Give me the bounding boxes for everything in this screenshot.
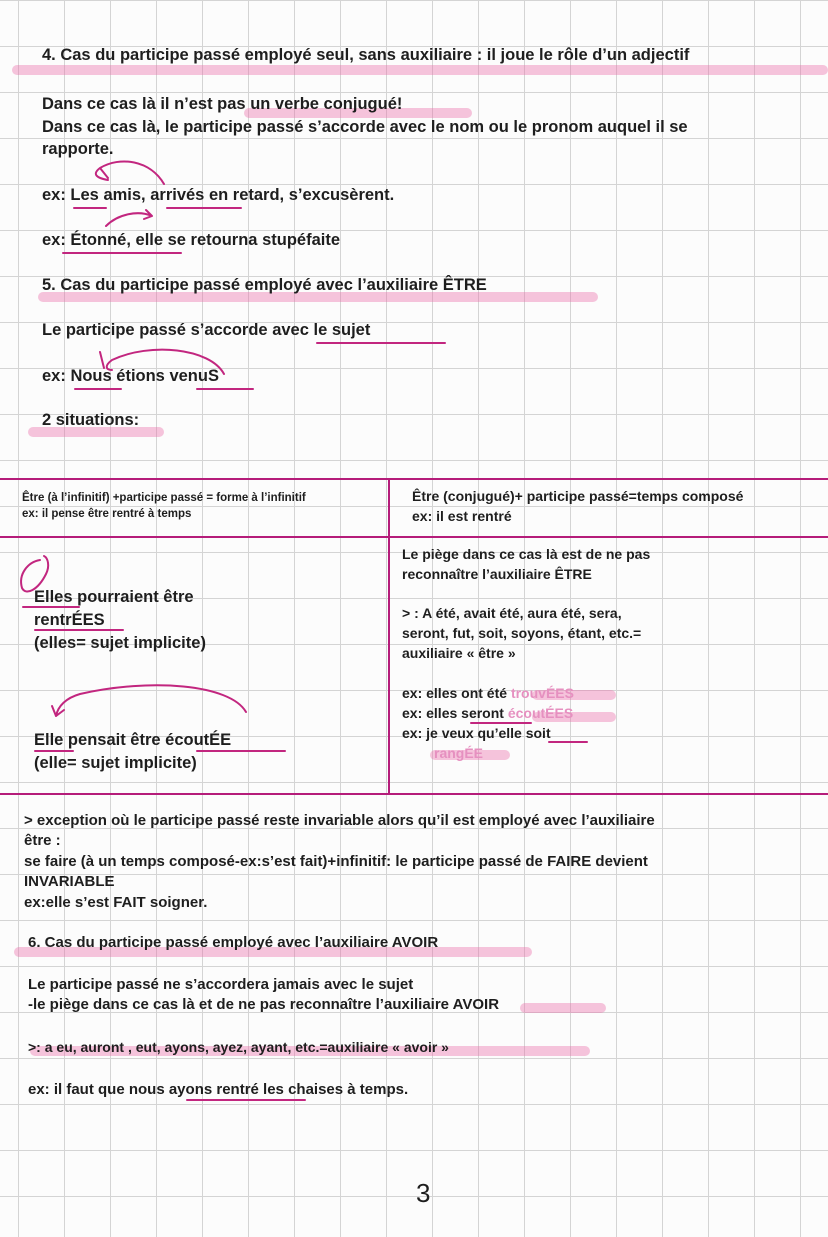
section6-line3: >: a eu, auront , eut, ayons, ayez, ayant, etc.=auxiliaire « avoir » xyxy=(28,1039,449,1055)
underline-soit xyxy=(548,741,588,743)
right-paragraph2-line3: auxiliaire « être » xyxy=(402,645,516,661)
section4-heading: 4. Cas du participe passé employé seul, sans auxiliaire : il joue le rôle d’un adjectif xyxy=(42,46,690,64)
underline-elle xyxy=(34,750,74,752)
table-right-head1: Être (conjugué)+ participe passé=temps composé xyxy=(412,488,744,504)
right-example1 xyxy=(402,685,574,701)
arrow-elles-check xyxy=(21,556,48,592)
arrow-ecoutee-to-elle xyxy=(52,685,246,716)
right-example2 xyxy=(402,705,573,721)
underline-ayons-rentre xyxy=(186,1099,306,1101)
situations-label: 2 situations: xyxy=(42,411,140,429)
section4-line3: rapporte. xyxy=(42,140,114,158)
underline-etonne xyxy=(62,252,182,254)
table-left-head2: ex: il pense être rentré à temps xyxy=(22,508,192,520)
section5-example xyxy=(42,367,219,386)
right-example2-ecoutees: écoutÉES xyxy=(507,705,574,721)
exception-line2: être : xyxy=(24,832,61,849)
right-example3-rangee: rangÉE xyxy=(434,745,484,761)
left-example1-line2 xyxy=(34,611,105,630)
highlight-section4-heading xyxy=(12,65,828,75)
left-example2-line2: (elle= sujet implicite) xyxy=(34,754,197,772)
underline-arrives xyxy=(166,207,242,209)
underline-avec-le-sujet xyxy=(316,342,446,344)
left-example2-line1 xyxy=(34,731,231,750)
highlight-avoir xyxy=(520,1003,606,1013)
section6-line1: Le participe passé ne s’accordera jamais avec le sujet xyxy=(28,976,414,993)
arrow-arrives-to-les xyxy=(96,161,164,184)
left-example1-line1: Elles pourraient être xyxy=(34,588,194,606)
arrow-etonne-to-elle xyxy=(106,210,152,226)
left-example1-rentr: rentr xyxy=(34,611,72,629)
section6-line2: -le piège dans ce cas là et de ne pas reconnaître l’auxiliaire AVOIR xyxy=(28,996,500,1013)
left-example1-line3: (elles= sujet implicite) xyxy=(34,634,206,652)
right-paragraph1-line2: reconnaître l’auxiliaire ÊTRE xyxy=(402,566,592,582)
section4-example2: ex: Étonné, elle se retourna stupéfaite xyxy=(42,231,340,249)
right-example1-trouvees: trouvÉES xyxy=(510,685,574,701)
right-paragraph2-line1: > : A été, avait été, aura été, sera, xyxy=(402,605,622,621)
underline-nous xyxy=(74,388,122,390)
underline-elles xyxy=(22,606,80,608)
underline-seront xyxy=(470,722,532,724)
right-example3: ex: je veux qu’elle soit xyxy=(402,725,551,741)
section4-example1: ex: Les amis, arrivés en retard, s’excusèrent. xyxy=(42,186,395,204)
left-example2-main: Elle pensait être écout xyxy=(34,731,210,749)
underline-les xyxy=(73,207,107,209)
underline-rentrees xyxy=(34,629,124,631)
right-example1-main: ex: elles ont été xyxy=(402,685,511,701)
table-header-line xyxy=(0,536,828,538)
exception-line5: ex:elle s’est FAIT soigner. xyxy=(24,894,208,911)
underline-ecoutee xyxy=(196,750,286,752)
exception-line4: INVARIABLE xyxy=(24,873,115,890)
left-example1-ees: ÉES xyxy=(71,611,105,629)
table-left-head1: Être (à l’infinitif) +participe passé = forme à l’infinitif xyxy=(22,492,306,504)
section6-heading: 6. Cas du participe passé employé avec l’auxiliaire AVOIR xyxy=(28,934,439,951)
table-right-head2: ex: il est rentré xyxy=(412,508,512,524)
page-number: 3 xyxy=(416,1178,431,1208)
left-example2-ee: ÉE xyxy=(209,731,232,749)
section5-example-main: Nous étions venu xyxy=(70,367,208,385)
exception-line1: > exception où le participe passé reste invariable alors qu’il est employé avec l’auxiliaire xyxy=(24,812,655,829)
table-top-line xyxy=(0,478,828,480)
section5-example-end: S xyxy=(207,367,219,385)
section5-example-prefix: ex: xyxy=(42,367,71,385)
section5-rule: Le participe passé s’accorde avec le sujet xyxy=(42,321,371,339)
right-example2-main: ex: elles seront xyxy=(402,705,508,721)
section4-line1: Dans ce cas là il n’est pas un verbe conjugué! xyxy=(42,95,403,113)
table-bottom-line xyxy=(0,793,828,795)
right-paragraph2-line2: seront, fut, soit, soyons, étant, etc.= xyxy=(402,625,642,641)
table-column-divider xyxy=(388,478,390,794)
exception-line3: se faire (à un temps composé-ex:s’est fait)+infinitif: le participe passé de FAIRE devient xyxy=(24,853,648,870)
section5-heading: 5. Cas du participe passé employé avec l’auxiliaire ÊTRE xyxy=(42,276,487,294)
underline-venus xyxy=(196,388,254,390)
right-paragraph1-line1: Le piège dans ce cas là est de ne pas xyxy=(402,546,651,562)
section4-line2: Dans ce cas là, le participe passé s’accorde avec le nom ou le pronom auquel il se xyxy=(42,118,688,136)
section6-example: ex: il faut que nous ayons rentré les chaises à temps. xyxy=(28,1081,409,1098)
